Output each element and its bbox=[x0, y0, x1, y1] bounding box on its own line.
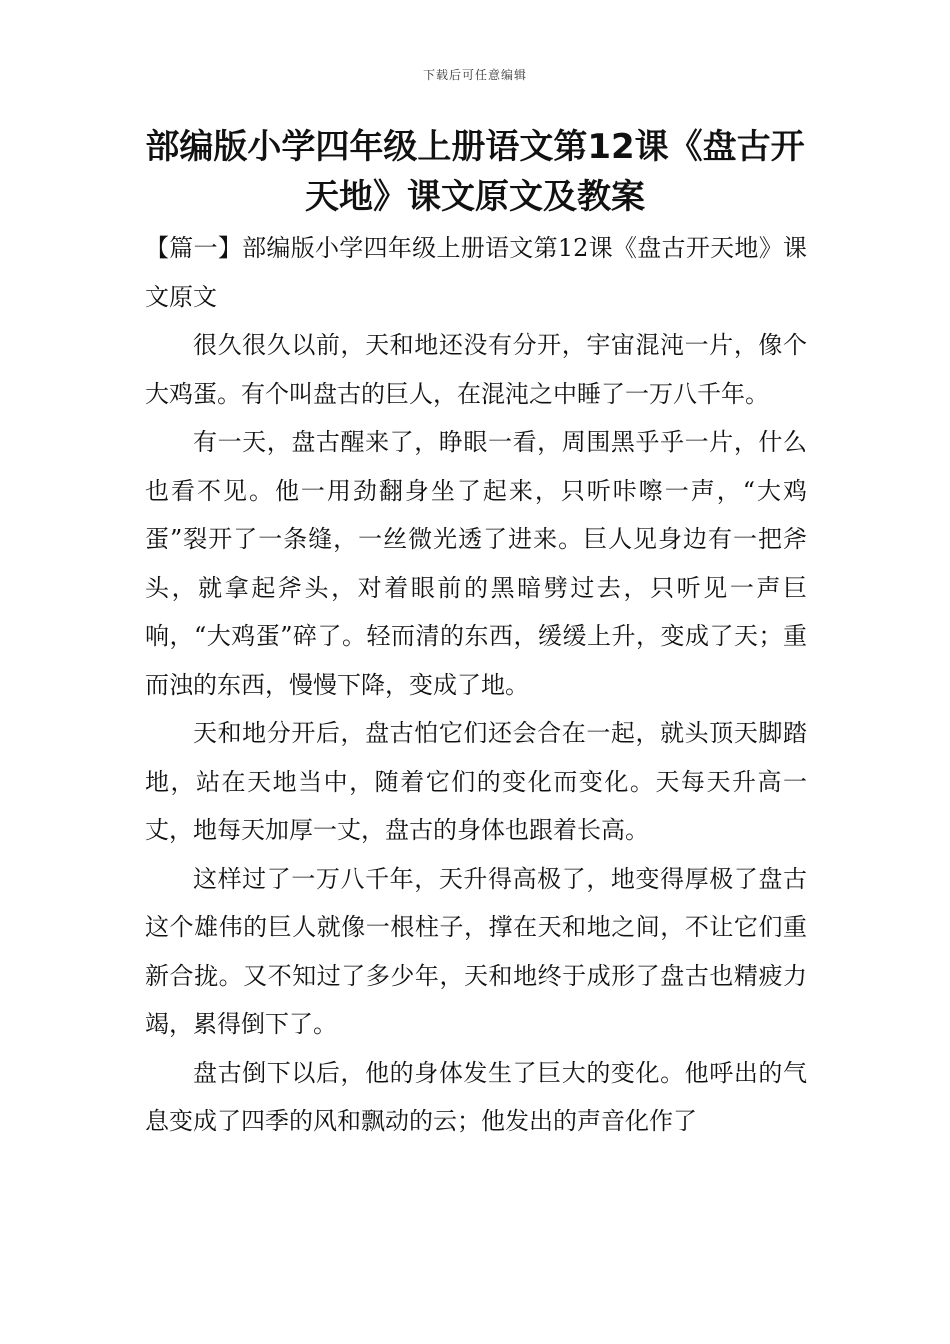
document-title: 部编版小学四年级上册语文第12课《盘古开天地》课文原文及教案 bbox=[145, 127, 805, 217]
document-body bbox=[145, 224, 807, 1146]
paragraph: 盘古倒下以后，他的身体发生了巨大的变化。他呼出的气息变成了四季的风和飘动的云；他发出的声音化作了 bbox=[145, 1058, 807, 1135]
paragraph: 天和地分开后，盘古怕它们还会合在一起，就头顶天脚踏地，站在天地当中，随着它们的变化而变化。天每天升高一丈，地每天加厚一丈，盘古的身体也跟着长高。 bbox=[145, 719, 807, 844]
section-heading: 【篇一】部编版小学四年级上册语文第12课《盘古开天地》课文原文 bbox=[145, 234, 807, 311]
paragraph: 很久很久以前，天和地还没有分开，宇宙混沌一片，像个大鸡蛋。有个叫盘古的巨人，在混沌之中睡了一万八千年。 bbox=[145, 331, 807, 408]
paragraph: 有一天，盘古醒来了，睁眼一看，周围黑乎乎一片，什么也看不见。他一用劲翻身坐了起来，只听咔嚓一声，“大鸡蛋”裂开了一条缝，一丝微光透了进来。巨人见身边有一把斧头，就拿起斧头，对着眼前的黑暗劈过去，只听见一声巨响，“大鸡蛋”碎了。轻而清的东西，缓缓上升，变成了天；重而浊的东西，慢慢下降，变成了地。 bbox=[145, 428, 807, 699]
paragraph: 这样过了一万八千年，天升得高极了，地变得厚极了盘古这个雄伟的巨人就像一根柱子，撑在天和地之间，不让它们重新合拢。又不知过了多少年，天和地终于成形了盘古也精疲力竭，累得倒下了。 bbox=[145, 864, 807, 1038]
header-note: 下载后可任意编辑 bbox=[422, 68, 527, 82]
